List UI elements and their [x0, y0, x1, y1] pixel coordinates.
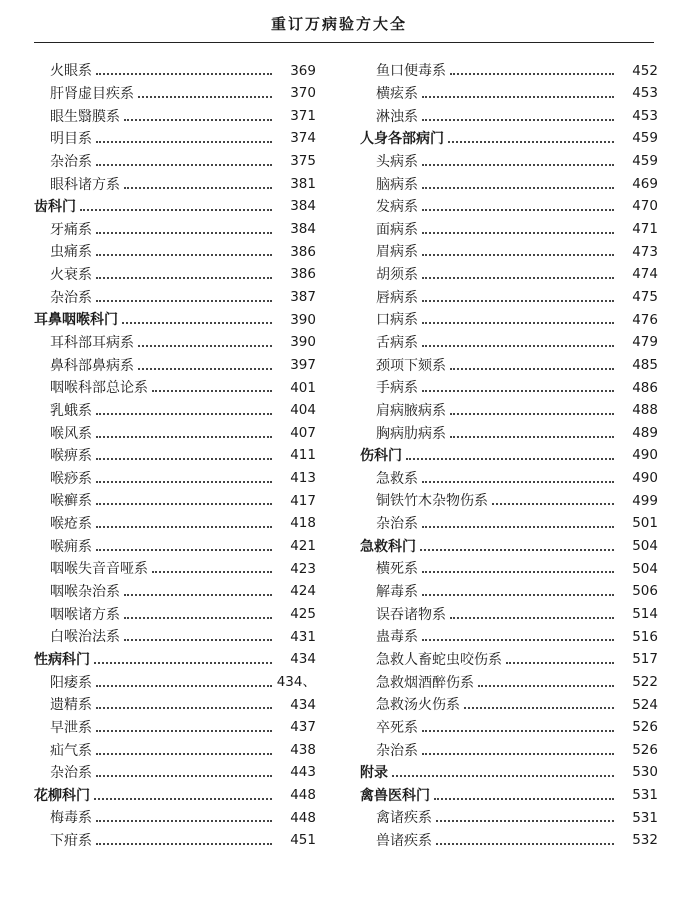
toc-entry-title: 面病系: [376, 221, 418, 238]
dot-leader: [422, 277, 614, 279]
toc-entry-title: 喉痈系: [50, 538, 92, 555]
toc-page-number: 488: [632, 402, 658, 419]
dot-leader: [422, 119, 614, 121]
dot-leader: [96, 73, 272, 75]
toc-page-number: 514: [632, 605, 658, 622]
toc-entry: [360, 649, 658, 672]
dot-leader: [422, 730, 614, 732]
toc-page-number: 417: [290, 492, 316, 509]
toc-entry-title: 眼生翳膜系: [50, 108, 120, 125]
toc-entry: [34, 83, 316, 106]
dot-leader: [124, 639, 272, 641]
toc-entry-title: 咽喉诸方系: [50, 606, 120, 623]
toc-page-number: 522: [632, 673, 658, 690]
toc-entry-title: 咽喉失音音哑系: [50, 561, 148, 578]
toc-section-heading: [360, 445, 658, 468]
toc-entry-title: 禽诸疾系: [376, 810, 432, 827]
dot-leader: [478, 685, 614, 687]
toc-entry-title: 误吞诸物系: [376, 606, 446, 623]
dot-leader: [450, 73, 614, 75]
toc-page-number: 459: [632, 153, 658, 170]
dot-leader: [96, 413, 272, 415]
dot-leader: [80, 209, 272, 211]
toc-entry: [360, 581, 658, 604]
dot-leader: [434, 798, 614, 800]
toc-page-number: 384: [290, 198, 316, 215]
dot-leader: [96, 141, 272, 143]
toc-entry-title: 喉疮系: [50, 516, 92, 533]
toc-entry-title: 咽喉杂治系: [50, 584, 120, 601]
toc-entry: [34, 762, 316, 785]
dot-leader: [436, 820, 614, 822]
toc-entry: [360, 354, 658, 377]
dot-leader: [94, 662, 272, 664]
toc-entry: [360, 694, 658, 717]
toc-entry-title: 急救汤火伤系: [376, 697, 460, 714]
toc-section-heading: [360, 128, 658, 151]
toc-page-number: 381: [290, 175, 316, 192]
toc-entry: [34, 400, 316, 423]
dot-leader: [96, 843, 272, 845]
toc-page-number: 386: [290, 266, 316, 283]
toc-right-column: [360, 60, 658, 852]
dot-leader: [96, 232, 272, 234]
toc-entry-title: 明目系: [50, 131, 92, 148]
dot-leader: [96, 775, 272, 777]
toc-page-number: 369: [290, 62, 316, 79]
toc-entry-title: 颈项下颏系: [376, 357, 446, 374]
toc-page-number: 504: [632, 538, 658, 555]
toc-entry-title: 铜铁竹木杂物伤系: [376, 493, 488, 510]
toc-entry-title: 早泄系: [50, 719, 92, 736]
toc-page-number: 470: [632, 198, 658, 215]
toc-entry: [34, 694, 316, 717]
toc-page-number: 434: [290, 696, 316, 713]
toc-entry: [34, 807, 316, 830]
toc-entry-title: 喉风系: [50, 425, 92, 442]
dot-leader: [448, 141, 614, 143]
toc-entry: [34, 558, 316, 581]
dot-leader: [450, 368, 614, 370]
toc-page-number: 431: [290, 628, 316, 645]
toc-page-number: 424: [290, 583, 316, 600]
toc-entry: [34, 218, 316, 241]
dot-leader: [96, 503, 272, 505]
dot-leader: [422, 322, 614, 324]
toc-entry-title: 火衰系: [50, 267, 92, 284]
toc-entry-title: 杂治系: [376, 742, 418, 759]
dot-leader: [422, 571, 614, 573]
dot-leader: [392, 775, 614, 777]
toc-entry-title: 耳科部耳病系: [50, 335, 134, 351]
dot-leader: [124, 594, 272, 596]
toc-entry-title: 舌病系: [376, 335, 418, 351]
toc-entry: [34, 603, 316, 626]
toc-entry-title: 乳蛾系: [50, 402, 92, 419]
toc-page-number: 451: [290, 832, 316, 849]
dot-leader: [94, 798, 272, 800]
dot-leader: [96, 300, 272, 302]
toc-page-number: 489: [632, 424, 658, 441]
dot-leader: [152, 571, 272, 573]
toc-entry: [360, 400, 658, 423]
toc-page-number: 526: [632, 719, 658, 736]
dot-leader: [422, 639, 614, 641]
toc-page-number: 370: [290, 85, 316, 102]
toc-entry: [34, 332, 316, 355]
toc-page-number: 404: [290, 402, 316, 419]
dot-leader: [422, 481, 614, 483]
toc-entry: [34, 241, 316, 264]
toc-entry-title: 禽兽医科门: [360, 787, 430, 804]
dot-leader: [96, 277, 272, 279]
toc-entry: [360, 717, 658, 740]
toc-entry-title: 急救人畜蛇虫咬伤系: [376, 651, 502, 668]
toc-page-number: 453: [632, 85, 658, 102]
toc-page-number: 476: [632, 311, 658, 328]
toc-page-number: 531: [632, 809, 658, 826]
toc-entry: [360, 83, 658, 106]
toc-entry: [34, 173, 316, 196]
toc-entry-title: 唇病系: [376, 289, 418, 306]
toc-entry-title: 急救烟酒醉伤系: [376, 674, 474, 691]
dot-leader: [96, 549, 272, 551]
dot-leader: [96, 820, 272, 822]
toc-entry-title: 花柳科门: [34, 787, 90, 804]
dot-leader: [422, 390, 614, 392]
toc-page-number: 516: [632, 628, 658, 645]
toc-entry: [360, 468, 658, 491]
toc-page-number: 479: [632, 334, 658, 351]
toc-page-number: 490: [632, 447, 658, 464]
toc-entry: [34, 60, 316, 83]
dot-leader: [96, 753, 272, 755]
toc-page-number: 453: [632, 107, 658, 124]
toc-entry: [360, 196, 658, 219]
toc-entry-title: 性病科门: [34, 651, 90, 668]
toc-page-number: 485: [632, 356, 658, 373]
toc-page-number: 526: [632, 741, 658, 758]
toc-page-number: 469: [632, 175, 658, 192]
toc-section-heading: [34, 649, 316, 672]
toc-entry: [34, 286, 316, 309]
toc-page-number: 390: [290, 311, 316, 328]
toc-page-number: 384: [290, 221, 316, 238]
toc-entry-title: 杂治系: [50, 765, 92, 782]
dot-leader: [96, 707, 272, 709]
toc-page-number: 438: [290, 741, 316, 758]
toc-page-number: 474: [632, 266, 658, 283]
toc-page-number: 423: [290, 560, 316, 577]
toc-entry: [34, 671, 316, 694]
toc-entry: [360, 490, 658, 513]
dot-leader: [422, 96, 614, 98]
dot-leader: [138, 96, 272, 98]
toc-page-number: 371: [290, 107, 316, 124]
toc-entry-title: 杂治系: [50, 289, 92, 306]
dot-leader: [152, 390, 272, 392]
dot-leader: [422, 526, 614, 528]
toc-entry-title: 附录: [360, 765, 388, 782]
toc-entry-title: 胸病肋病系: [376, 425, 446, 442]
running-head: 重订万病验方大全: [270, 15, 407, 33]
toc-page-number: 524: [632, 696, 658, 713]
toc-section-heading: [34, 785, 316, 808]
dot-leader: [422, 254, 614, 256]
toc-page-number: 490: [632, 470, 658, 487]
toc-entry: [360, 558, 658, 581]
dot-leader: [450, 436, 614, 438]
toc-entry: [360, 422, 658, 445]
dot-leader: [96, 458, 272, 460]
toc-entry: [360, 513, 658, 536]
toc-entry-title: 下疳系: [50, 833, 92, 850]
dot-leader: [492, 503, 614, 505]
toc-entry-title: 疝气系: [50, 742, 92, 759]
dot-leader: [450, 413, 614, 415]
toc-page-number: 517: [632, 651, 658, 668]
toc-page-number: 375: [290, 153, 316, 170]
toc-page-number: 411: [290, 447, 316, 464]
toc-page-number: 486: [632, 379, 658, 396]
toc-entry: [34, 422, 316, 445]
toc-entry-title: 眼科诸方系: [50, 176, 120, 193]
toc-entry-title: 鱼口便毒系: [376, 63, 446, 80]
toc-page-number: 504: [632, 560, 658, 577]
toc-entry: [34, 581, 316, 604]
toc-page-number: 499: [632, 492, 658, 509]
dot-leader: [96, 164, 272, 166]
dot-leader: [406, 458, 614, 460]
toc-entry-title: 卒死系: [376, 719, 418, 736]
toc-entry: [34, 513, 316, 536]
dot-leader: [124, 187, 272, 189]
toc-page-number: 425: [290, 605, 316, 622]
toc-entry-title: 蛊毒系: [376, 629, 418, 646]
dot-leader: [422, 232, 614, 234]
toc-entry-title: 头病系: [376, 153, 418, 170]
dot-leader: [124, 617, 272, 619]
toc-entry-title: 胡须系: [376, 267, 418, 284]
toc-entry-title: 杂治系: [376, 516, 418, 533]
toc-page-number: 418: [290, 515, 316, 532]
toc-entry-title: 肩病腋病系: [376, 402, 446, 419]
toc-entry-title: 横痃系: [376, 85, 418, 102]
toc-entry-title: 解毒系: [376, 584, 418, 601]
toc-page-number: 530: [632, 764, 658, 781]
toc-entry-title: 杂治系: [50, 153, 92, 170]
toc-entry: [360, 241, 658, 264]
dot-leader: [422, 164, 614, 166]
dot-leader: [422, 753, 614, 755]
toc-entry: [34, 105, 316, 128]
toc-entry-title: 喉癣系: [50, 493, 92, 510]
toc-entry: [34, 717, 316, 740]
toc-entry: [34, 468, 316, 491]
toc-page-number: 401: [290, 379, 316, 396]
toc-entry: [34, 445, 316, 468]
toc-entry: [360, 309, 658, 332]
toc-entry: [34, 739, 316, 762]
toc-entry: [360, 626, 658, 649]
toc-entry: [360, 671, 658, 694]
dot-leader: [506, 662, 614, 664]
toc-entry-title: 急救系: [376, 470, 418, 487]
toc-page-number: 407: [290, 424, 316, 441]
toc-entry-title: 急救科门: [360, 538, 416, 555]
dot-leader: [422, 345, 614, 347]
toc-page-number: 386: [290, 243, 316, 260]
toc-entry-title: 发病系: [376, 199, 418, 216]
toc-entry: [360, 286, 658, 309]
toc-entry: [34, 377, 316, 400]
toc-entry: [34, 264, 316, 287]
toc-entry: [360, 377, 658, 400]
toc-page-number: 452: [632, 62, 658, 79]
toc-entry-title: 喉痧系: [50, 470, 92, 487]
toc-section-heading: [34, 196, 316, 219]
toc-entry-title: 肝肾虚目疾系: [50, 85, 134, 102]
toc-entry: [34, 830, 316, 853]
dot-leader: [422, 187, 614, 189]
toc-entry-title: 脑病系: [376, 176, 418, 193]
dot-leader: [96, 481, 272, 483]
toc-section-heading: [360, 785, 658, 808]
toc-entry-title: 喉痹系: [50, 448, 92, 465]
toc-entry-title: 伤科门: [360, 448, 402, 465]
toc-entry-title: 口病系: [376, 312, 418, 329]
toc-entry-title: 梅毒系: [50, 810, 92, 827]
toc-entry-title: 人身各部病门: [360, 131, 444, 148]
toc-page-number: 471: [632, 221, 658, 238]
toc-page-number: 473: [632, 243, 658, 260]
toc-page-number: 448: [290, 809, 316, 826]
dot-leader: [422, 300, 614, 302]
toc-section-heading: [34, 309, 316, 332]
dot-leader: [436, 843, 614, 845]
toc-page-number: 390: [290, 334, 316, 351]
toc-entry: [360, 739, 658, 762]
header-rule: [34, 42, 654, 43]
toc-entry-title: 虫痛系: [50, 244, 92, 261]
dot-leader: [422, 209, 614, 211]
toc-page-number: 421: [290, 538, 316, 555]
toc-entry-title: 阳痿系: [50, 674, 92, 691]
toc-page-number: 475: [632, 288, 658, 305]
toc-entry-title: 火眼系: [50, 63, 92, 80]
toc-entry-title: 耳鼻咽喉科门: [34, 312, 118, 329]
dot-leader: [96, 526, 272, 528]
toc-entry: [360, 264, 658, 287]
dot-leader: [96, 254, 272, 256]
toc-entry: [360, 60, 658, 83]
dot-leader: [464, 707, 614, 709]
toc-entry: [360, 807, 658, 830]
toc-entry-title: 眉病系: [376, 244, 418, 261]
dot-leader: [96, 730, 272, 732]
toc-page-number: 501: [632, 515, 658, 532]
toc-entry-title: 齿科门: [34, 199, 76, 216]
toc-entry-title: 牙痛系: [50, 221, 92, 238]
toc-entry: [360, 105, 658, 128]
toc-section-heading: [360, 762, 658, 785]
toc-entry: [34, 626, 316, 649]
toc-entry: [34, 354, 316, 377]
toc-left-column: [34, 60, 316, 852]
toc-entry: [34, 535, 316, 558]
dot-leader: [96, 685, 272, 687]
toc-page-number: 387: [290, 288, 316, 305]
dot-leader: [96, 436, 272, 438]
toc-page-number: 434: [290, 651, 316, 668]
dot-leader: [138, 368, 272, 370]
toc-page-number: 413: [290, 470, 316, 487]
toc-section-heading: [360, 535, 658, 558]
toc-entry: [360, 151, 658, 174]
dot-leader: [420, 549, 614, 551]
toc-entry-title: 兽诸疾系: [376, 833, 432, 850]
toc-entry-title: 鼻科部鼻病系: [50, 357, 134, 374]
toc-page-number: 437: [290, 719, 316, 736]
toc-page-number: 448: [290, 787, 316, 804]
toc-page-number: 443: [290, 764, 316, 781]
toc-entry: [360, 332, 658, 355]
toc-entry: [360, 173, 658, 196]
dot-leader: [124, 119, 272, 121]
toc-page-number: 506: [632, 583, 658, 600]
toc-entry: [360, 830, 658, 853]
dot-leader: [422, 594, 614, 596]
toc-page-number: 459: [632, 130, 658, 147]
dot-leader: [122, 322, 272, 324]
toc-page-number: 531: [632, 787, 658, 804]
toc-entry-title: 白喉治法系: [50, 629, 120, 646]
toc-entry: [34, 151, 316, 174]
dot-leader: [138, 345, 272, 347]
toc-entry-title: 咽喉科部总论系: [50, 380, 148, 397]
toc-entry: [34, 128, 316, 151]
toc-page-number: 374: [290, 130, 316, 147]
toc-entry: [360, 603, 658, 626]
toc-page-number: 397: [290, 356, 316, 373]
toc-entry-title: 淋浊系: [376, 108, 418, 125]
dot-leader: [450, 617, 614, 619]
toc-entry: [34, 490, 316, 513]
toc-entry-title: 横死系: [376, 561, 418, 578]
toc-page-number: 434、: [276, 673, 316, 690]
toc-entry: [360, 218, 658, 241]
toc-page-number: 532: [632, 832, 658, 849]
toc-entry-title: 手病系: [376, 380, 418, 397]
toc-entry-title: 遗精系: [50, 697, 92, 714]
